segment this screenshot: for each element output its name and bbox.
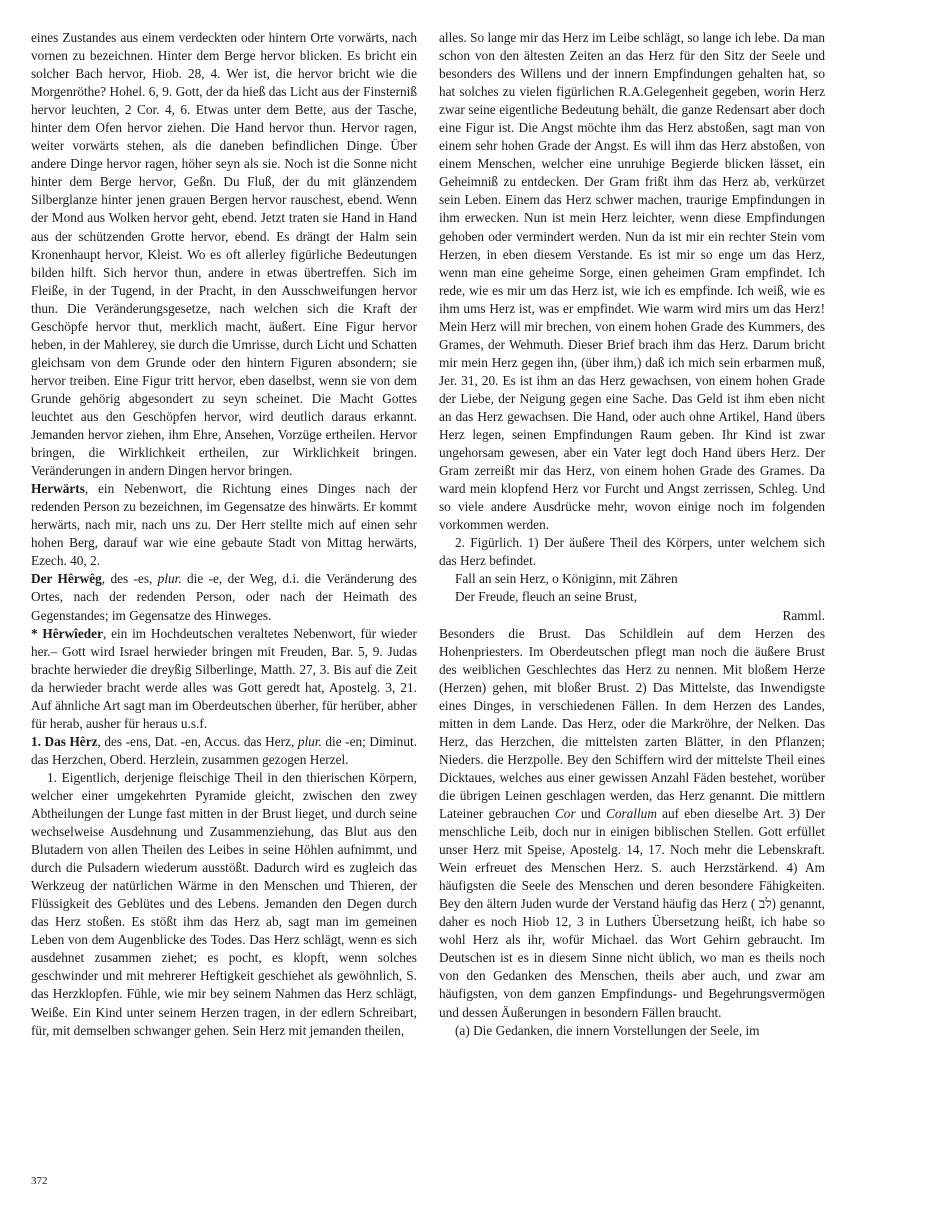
plur-abbrev: plur. xyxy=(157,571,182,587)
headword-herz: 1. Das Hêrz xyxy=(31,733,98,749)
herz-sense-1-continuation: alles. So lange mir das Herz im Leibe schlägt, so lange ich lebe. Da man schon von den ältesten Zeiten an das Herz für den Sitz der Seele und besonders des Willens und der innern Empfindungen gehalten hat, so hat solches zu vielen figürlichen R.A.Gelegenheit gegeben, worin Herz zwar seine eigentliche Bedeutung behält, die ganze Redensart aber doch eine Figur ist. Die Angst möchte ihm das Herz abstoßen, sagt man von einem sehr hohen Grade der Angst. Es will ihm das Herz abstoßen, von einem Menschen, welcher eine unruhige Begierde blicken lässet, ein Geheimniß zu entdecken. Der Gram frißt ihm das Herz ab, verkürzet sein Leben. Einem das Herz schwer machen, traurige Empfindungen in ihm erwecken. Nun ist mein Herz leichter, wenn diese Empfindungen gehoben oder vermindert werden. Nun da ist mir ein rechter Stein vom Herzen, in eben diesem Verstande. Es ist mir so enge um das Herz, wenn man eine geheime Sorge, einen geheimen Gram empfindet. Ich rede, wie es mir um das Herz ist, wie ich es empfinde. Ich weiß, wie es ihm ums Herz ist, was er empfindet. Wie warm wird mirs um das Herz! Mein Herz will mir brechen, von einem hohen Grade des Kummers, des Grames, der Wehmuth. Dieser Brief brach ihm das Herz. Darum bricht mir mein Herz gegen ihn, (über ihm,) daß ich mich sein erbarmen muß, Jer. 31, 20. Es ist ihm an das Herz gewachsen, von einem hohen Grade der Liebe, der Neigung gegen eine Sache. Das Geld ist ihm eben nicht an das Herz gewachsen. Die Hand, oder auch ohne Artikel, Hand übers Herz legen, seinen Empfindungen Raum geben. Ihr Kind ist zwar ungehorsam gewesen, aber ein Vater legt doch Hand übers Herz. Der Gram zerreißt mir das Herz, von einem hohen Grade des Grames. Da ward mein klopfend Herz vor Furcht und Angst zerrissen, Schleg. Und so viele andere Ausdrücke mehr, wovon einige noch im folgenden vorkommen werden. xyxy=(439,30,825,533)
latin-cor: Cor xyxy=(554,806,576,822)
headword-herwarts: Herwärts xyxy=(31,481,85,497)
herz-sense-2-intro: 2. Figürlich. 1) Der äußere Theil des Körpers, unter welchem sich das Herz befindet. xyxy=(439,535,825,569)
entry-herwieder xyxy=(31,625,417,733)
entry-herweg xyxy=(31,570,417,624)
entry-hervor-continuation: eines Zustandes aus einem verdeckten oder hintern Orte vorwärts, nach vornen zu bezeichnen. Hinter dem Berge hervor blicken. Es bricht ein solcher Bach hervor, Hiob. 28, 4. Wer ist, die hervor bricht wie die Morgenröthe? Hohel. 6, 9. Gott, der da hieß das Licht aus der Finsterniß hervor leuchten, 2 Cor. 4, 6. Etwas unter dem Bette, aus der Tasche, hinter dem Ofen hervor ziehen. Die Hand hervor thun. Hervor ragen, weiter vorwärts stehen, als die daneben befindlichen Dinge. Über andere Dinge hervor ragen, höher seyn als sie. Noch ist die Sonne nicht hinter dem Berge hervor, Geßn. Du Fluß, der du mit glänzendem Silberglanze hinter jenen grauen Bergen hervor rauschest, ebend. Wenn der Mond aus Wolken hervor geht, ebend. Jetzt traten sie Hand in Hand aus der schützenden Grotte hervor, ebend. Es drängt der Halm sein Kronenhaupt hervor, Kleist. Wo es oft allerley figürliche Bedeutungen bilden hilft. Sich hervor thun, andere in etwas übertreffen. Sich im Fleiße, in der Tugend, in der Pracht, in den Ausschweifungen hervor thun. Die Veränderungsgesetze, nach welchen sich die Kraft der Geschöpfe hervor thut, merklich macht, äußert. Eine Figur hervor heben, in der Mahlerey, sie durch die Umrisse, durch Licht und Schatten gleichsam von dem Grunde oder den hintern Figuren absondern; sie hervor treiben. Eine Figur tritt hervor, eben daselbst, wenn sie von dem Grunde gehörig abgesondert zu seyn scheinet. Die Macht Gottes leuchtet aus den Geschöpfen hervor, wird deutlich daraus erkannt. Jemanden hervor ziehen, ihm Ehre, Ansehen, Vorzüge ertheilen. Hervor bringen, die Wirklichkeit ertheilen, zur Wirklichkeit bringen. Veränderungen in andern Dingen hervor bringen. xyxy=(31,30,417,479)
latin-corallum: Corallum xyxy=(605,806,657,822)
left-column xyxy=(31,29,417,1040)
entry-herweg-text1: , des -es, xyxy=(101,571,158,587)
entry-herwarts-text: , ein Nebenwort, die Richtung eines Dinges nach der redenden Person zu bezeichnen, im Gegensatze des hinwärts. Er kommt herwärts, nach mir, nach uns zu. Der Herr stellte mich auf einen sehr hohen Berg, darauf war wie eine gebaute Stadt von Mittag herwärts, Ezech. 40, 2. xyxy=(31,481,417,569)
sense-2-text2: auf eben dieselbe Art. 3) Der menschliche Leib, doch nur in einigen biblischen Stellen. Gott erfüllet unser Herz mit Speise, Apostelg. 14, 17. Noch mehr die Lebenskraft. Wein erfreuet des Menschen Herz. S. auch Herzstärkend. 4) Am häufigsten die Seele des Menschen und deren besondere Fähigkeiten. Bey den ältern Juden wurde der Verstand häufig das Herz ( לב) genannt, daher es noch Hiob 12, 3 in Luthers Übersetzung heißt, ich habe so wohl Herz als ihr, wofür Michael. das Wort Gehirn gebraucht. Im Deutschen ist es in diesem Sinne nicht üblich, wo man es theils noch von den Gedanken des Menschen, theils aber auch, und zwar am häufigsten, von dem ganzen Empfindungs- und Begehrungsvermögen und dessen Äußerungen in besondern Fällen braucht. xyxy=(439,806,825,1020)
page-number: 372 xyxy=(31,1175,48,1187)
entry-herwieder-text: , ein im Hochdeutschen veraltetes Nebenwort, für wieder her.– Gott wird Israel herwieder bringen mit Freuden, Bar. 5, 9. Judas brachte herwieder die dreyßig Silberlinge, Matth. 27, 3. Bis auf die Zeit da herwieder bracht werde alles was Gott geredt hat, Apostelg. 3, 21. Auf ähnliche Art sagt man im Oberdeutschen überher, für herüber, abher für herab, ausher für heraus u.s.f. xyxy=(31,625,417,731)
plur-abbrev: plur. xyxy=(297,733,322,749)
entry-herz-text2: die -en; Diminut. das Herzchen, Oberd. Herzlein, zusammen gezogen Herzel. xyxy=(31,733,417,767)
herz-sense-2-body xyxy=(439,625,825,1022)
sense-2-text1: Besonders die Brust. Das Schildlein auf dem Herzen des Hohenpriesters. Im Oberdeutschen pflegt man noch die äußere Brust des weiblichen Geschlechtes das Herz zu nennen. Mit bloßem Herze (Herzen) gehen, mit bloßer Brust. 2) Das Mittelste, das Inwendigste eines Dinges, in verschiedenen Fällen. In dem Herzen des Landes, mitten in dem Lande. Das Herz, oder die Markröhre, der Nelken. Das Herz, das Herzchen, die mittelsten zarten Blätter, in den Pflanzen; Nieders. die Herzpolle. Bey den Schiffern wird der mittelste Theil eines Dicktaues, welches aus einer gewissen Anzahl Fäden bestehet, worüber die übrigen Leinen geschlagen werden, das Herz genannt. Die mittlern Lateiner gebrauchen xyxy=(439,625,825,822)
verse-source: Ramml. xyxy=(782,607,825,623)
verse-line-1: Fall an sein Herz, o Königinn, mit Zähren xyxy=(455,571,678,587)
headword-herwieder: * Hêrwîeder xyxy=(31,625,103,641)
herz-sense-a: (a) Die Gedanken, die innern Vorstellungen der Seele, im xyxy=(455,1022,760,1038)
herz-sense-1: 1. Eigentlich, derjenige fleischige Theil in den thierischen Körpern, welcher einer umgekehrten Pyramide gleicht, zwischen den zwey Abtheilungen der Lunge fast mitten in der Brust lieget, und durch seine wechselweise Ausdehnung und Zusammenziehung, das Blut aus den Blutadern von allen Theilen des Leibes in seine Höhlen aufnimmt, und durch die Pulsadern wiederum ausstößt. Dadurch wird es zugleich das Werkzeug der natürlichen Wärme in den Menschen und Thieren, der Flüssigkeit des Geblütes und des Lebens. Jemanden den Degen durch das Herz stoßen. Es stößt ihm das Herz ab, sagt man im gemeinen Leben von dem Augenblicke des Todes. Das Herz schlägt, wenn es sich ausdehnet zusammen ziehet; es pocht, es klopft, wenn solches geschwinder und mit mehrerer Heftigkeit geschiehet als gewöhnlich, S. das Herzklopfen. Fühle, wie mir bey seinem Nahmen das Herz schlägt, Weiße. Ein Kind unter seinem Herzen tragen, in der edlern Schreibart, für, mit demselben schwanger gehen. Sein Herz mit jemanden theilen, xyxy=(31,769,417,1038)
headword-herweg: Der Hêrwêg xyxy=(31,571,102,587)
right-column xyxy=(439,29,825,1040)
entry-herwarts xyxy=(31,480,417,570)
entry-herweg-text2: die -e, der Weg, d.i. die Veränderung des Ortes, nach der redenden Person, oder nach der Heimath des Gegenstandes; im Gegensatze des Hinweges. xyxy=(31,571,417,623)
entry-herz-text1: , des -ens, Dat. -en, Accus. das Herz, xyxy=(97,733,298,749)
entry-herz xyxy=(31,733,417,769)
conj-und: und xyxy=(575,806,606,822)
verse-line-2: Der Freude, fleuch an seine Brust, xyxy=(455,589,638,605)
